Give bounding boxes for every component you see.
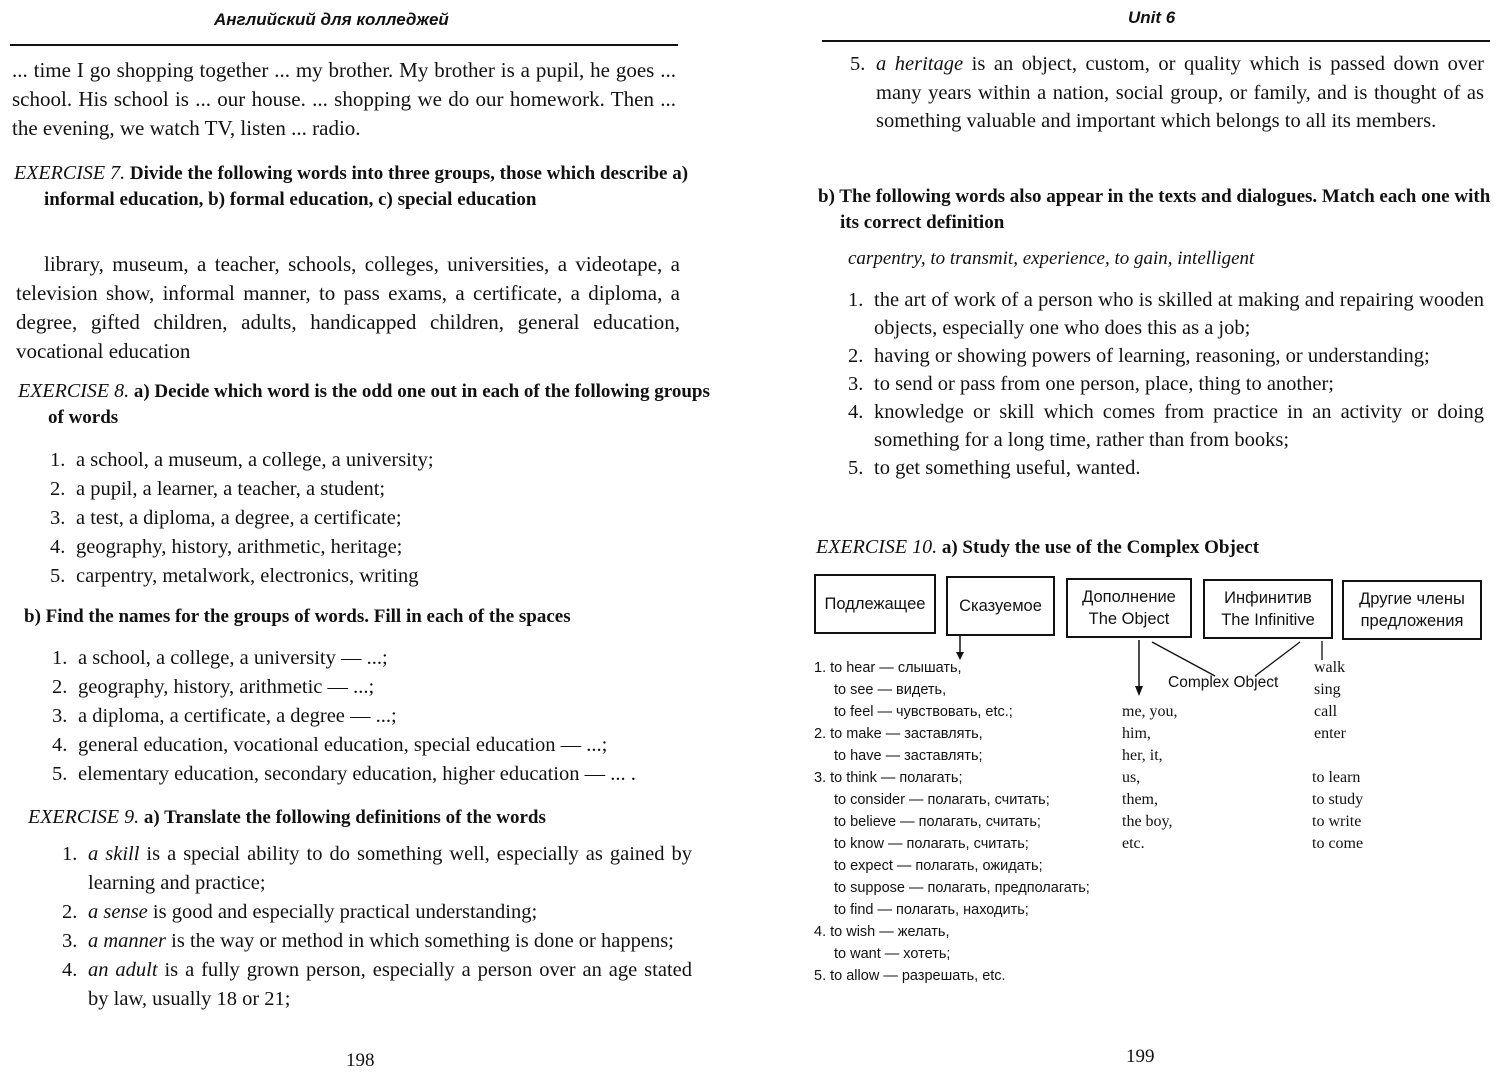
box-object: Дополнение The Object — [1066, 578, 1192, 638]
list-item: 2. geography, history, arithmetic — ...; — [52, 676, 375, 698]
verb-line: to consider — полагать, считать; — [834, 792, 1050, 808]
list-item: 4. an adult is a fully grown person, especially a person over an age stated by law, usually 18 or 21; — [62, 959, 692, 1010]
infinitive-line: enter — [1314, 725, 1346, 742]
object-line: the boy, — [1122, 813, 1173, 830]
list-item: 1. a skill is a special ability to do something well, especially as gained by learning and practice; — [62, 843, 692, 894]
verb-list — [814, 657, 1090, 987]
right-page-number: 199 — [1126, 1046, 1155, 1067]
object-line: her, it, — [1122, 747, 1163, 764]
complex-object-diagram — [760, 0, 1497, 1079]
exercise-9a-list — [62, 840, 692, 1014]
list-item: 1. a school, a museum, a college, a university; — [50, 449, 434, 471]
infinitive-list-a — [1314, 657, 1346, 745]
verb-line: 4. to wish — желать, — [814, 924, 950, 940]
verb-line: to see — видеть, — [834, 682, 947, 698]
complex-object-label: Complex Object — [1168, 674, 1279, 691]
right-running-header: Unit 6 — [1128, 8, 1176, 27]
infinitive-list-b — [1312, 767, 1363, 855]
left-page — [0, 0, 745, 1079]
object-line: me, you, — [1122, 703, 1178, 720]
list-item: 1. a school, a college, a university — ...; — [52, 647, 388, 669]
list-item: 2. having or showing powers of learning, reasoning, or understanding; — [848, 345, 1430, 367]
exercise-9-heading — [28, 804, 692, 831]
infinitive-line: to learn — [1312, 769, 1361, 786]
verb-line: to want — хотеть; — [834, 946, 951, 962]
list-item: 5. elementary education, secondary education, higher education — ... . — [52, 763, 636, 785]
infinitive-line: to write — [1312, 813, 1362, 830]
verb-line: to have — заставлять; — [834, 748, 983, 764]
exercise-7-instruction: Divide the following words into three groups, those which describe a) informal education, b) formal education, c) special education — [44, 163, 689, 210]
exercise-10-label: EXERCISE 10. — [816, 536, 938, 558]
exercise-8-label: EXERCISE 8. — [18, 380, 130, 402]
object-line: them, — [1122, 791, 1158, 808]
exercise-7-heading — [14, 160, 708, 213]
verb-line: to know — полагать, считать; — [834, 836, 1029, 852]
left-header-rule — [10, 44, 678, 46]
list-item: 5. to get something useful, wanted. — [848, 457, 1141, 479]
infinitive-line: to study — [1312, 791, 1364, 808]
list-item: 3. to send or pass from one person, place, thing to another; — [848, 373, 1334, 395]
list-item: 4. knowledge or skill which comes from practice in an activity or doing something for a long time, rather than from books; — [848, 401, 1484, 451]
left-page-number: 198 — [346, 1050, 375, 1071]
exercise-8b-instruction: b) Find the names for the groups of words. Fill in each of the spaces — [24, 606, 571, 627]
verb-line: to expect — полагать, ожидать; — [834, 858, 1043, 874]
list-item: 4. general education, vocational education, special education — ...; — [52, 734, 608, 756]
verb-line: to find — полагать, находить; — [834, 902, 1029, 918]
exercise-9-label: EXERCISE 9. — [28, 806, 140, 828]
infinitive-line: walk — [1314, 659, 1346, 676]
exercise-7-words: library, museum, a teacher, schools, colleges, universities, a videotape, a television show, informal manner, to pass exams, a certificate, a diploma, a degree, gifted children, adults, handicapped children, general education, vocational education — [16, 252, 680, 363]
exercise-8-heading — [18, 378, 712, 431]
verb-line: to suppose — полагать, предполагать; — [834, 880, 1090, 896]
verb-line: to believe — полагать, считать; — [834, 814, 1041, 830]
infinitive-line: sing — [1314, 681, 1341, 698]
exercise-8-instruction: a) Decide which word is the odd one out in each of the following groups of words — [48, 381, 710, 428]
list-item: 3. a test, a diploma, a degree, a certificate; — [50, 507, 402, 529]
exercise-9-instruction: a) Translate the following definitions of the words — [143, 807, 546, 828]
box-subject: Подлежащее — [814, 574, 936, 634]
right-page — [760, 0, 1497, 1079]
object-line: etc. — [1122, 835, 1145, 852]
exercise-8a-list — [50, 446, 690, 591]
list-item: 4. geography, history, arithmetic, heritage; — [50, 536, 403, 558]
verb-line: 3. to think — полагать; — [814, 770, 963, 786]
object-line: him, — [1122, 725, 1151, 742]
list-item: 3. a manner is the way or method in which something is done or happens; — [62, 930, 674, 952]
exercise-9b-word-list: carpentry, to transmit, experience, to gain, intelligent — [848, 248, 1255, 269]
list-item: 2. a sense is good and especially practical understanding; — [62, 901, 538, 923]
verb-line: 5. to allow — разрешать, etc. — [814, 968, 1006, 984]
box-infinitive: Инфинитив The Infinitive — [1203, 579, 1333, 639]
exercise-10-instruction: a) Study the use of the Complex Object — [941, 537, 1260, 558]
list-item: 1. the art of work of a person who is skilled at making and repairing wooden objects, especially one who does this as a job; — [848, 289, 1484, 339]
list-item: 5. a heritage is an object, custom, or quality which is passed down over many years within a nation, social group, or family, and is thought of as something valuable and important which belongs to all its members. — [850, 53, 1484, 132]
list-item: 5. carpentry, metalwork, electronics, writing — [50, 565, 419, 587]
list-item: 3. a diploma, a certificate, a degree — ...; — [52, 705, 397, 727]
intro-paragraph: ... time I go shopping together ... my brother. My brother is a pupil, he goes ... school. His school is ... our house. ... shopping we do our homework. Then ... the evening, we watch TV, listen ... radio. — [12, 58, 676, 140]
infinitive-line: call — [1314, 703, 1338, 720]
object-line: us, — [1122, 769, 1141, 786]
verb-line: 2. to make — заставлять, — [814, 726, 983, 742]
left-running-header: Английский для колледжей — [214, 10, 449, 29]
exercise-7-label: EXERCISE 7. — [14, 162, 126, 184]
verb-line: 1. to hear — слышать, — [814, 660, 962, 676]
box-predicate: Сказуемое — [946, 576, 1055, 636]
infinitive-line: to come — [1312, 835, 1364, 852]
list-item: 2. a pupil, a learner, a teacher, a student; — [50, 478, 386, 500]
box-other-members: Другие члены предложения — [1342, 580, 1482, 640]
object-list — [1122, 701, 1178, 855]
exercise-9b-instruction: b) The following words also appear in the texts and dialogues. Match each one with its correct definition — [818, 186, 1491, 233]
verb-line: to feel — чувствовать, etc.; — [834, 704, 1013, 720]
exercise-8b-list — [52, 644, 702, 789]
